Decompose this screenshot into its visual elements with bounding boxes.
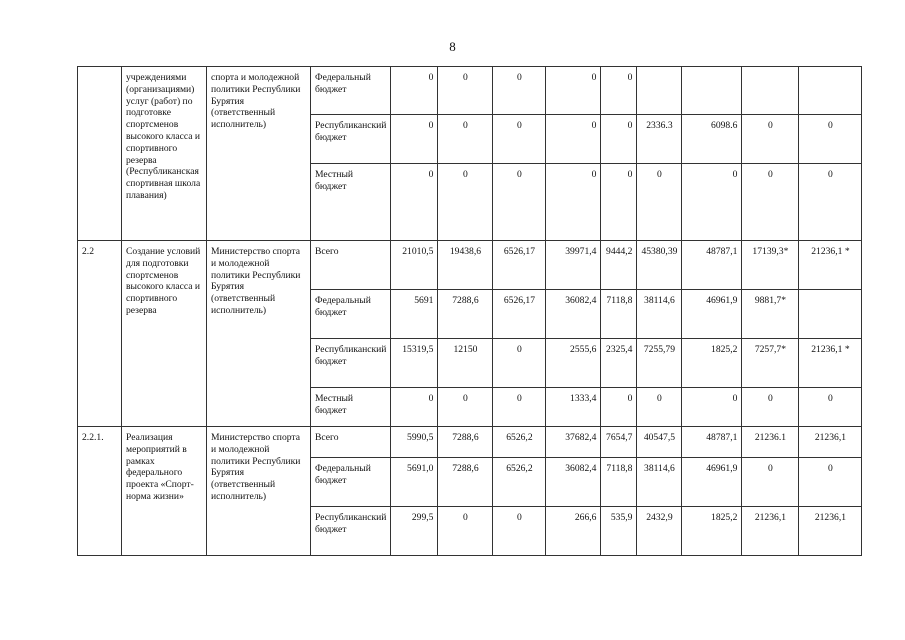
cell-value [637, 67, 682, 115]
cell-value: 15319,5 [391, 339, 438, 388]
cell-value: 0 [493, 115, 546, 164]
cell-value: 0 [637, 388, 682, 427]
cell-executor: спорта и молодежной политики Республики Бурятия (ответственный исполнитель) [207, 67, 311, 241]
cell-value: 7118,8 [601, 458, 637, 507]
cell-value: 0 [391, 67, 438, 115]
cell-value: 266,6 [546, 507, 601, 556]
cell-value: 0 [682, 388, 742, 427]
cell-value: 0 [799, 388, 862, 427]
cell-value: 48787,1 [682, 427, 742, 458]
cell-funding-source: Республиканский бюджет [311, 339, 391, 388]
cell-value: 5990,5 [391, 427, 438, 458]
cell-value: 17139,3* [742, 241, 799, 290]
cell-value: 5691,0 [391, 458, 438, 507]
cell-value [682, 67, 742, 115]
cell-value: 36082,4 [546, 290, 601, 339]
cell-name: учреждениями (организациями) услуг (работ) по подготовке спортсменов высокого класса и спортивного резерва (Республиканская спортивная школа плавания) [122, 67, 207, 241]
cell-value: 21236,1 [742, 507, 799, 556]
cell-value: 40547,5 [637, 427, 682, 458]
cell-value: 9444,2 [601, 241, 637, 290]
cell-executor: Министерство спорта и молодежной политики Республики Бурятия (ответственный исполнитель) [207, 427, 311, 556]
cell-name: Реализация мероприятий в рамках федерального проекта «Спорт-норма жизни» [122, 427, 207, 556]
cell-value: 0 [546, 164, 601, 241]
cell-funding-source: Всего [311, 241, 391, 290]
cell-value: 1333,4 [546, 388, 601, 427]
cell-value: 6526,2 [493, 427, 546, 458]
cell-value: 299,5 [391, 507, 438, 556]
cell-value: 0 [391, 115, 438, 164]
cell-value: 7257,7* [742, 339, 799, 388]
cell-funding-source: Республиканский бюджет [311, 115, 391, 164]
cell-value: 46961,9 [682, 290, 742, 339]
cell-value: 0 [799, 164, 862, 241]
cell-value: 2336.3 [637, 115, 682, 164]
cell-value: 0 [391, 388, 438, 427]
cell-value: 0 [546, 115, 601, 164]
cell-value: 0 [682, 164, 742, 241]
cell-value: 21236.1 [742, 427, 799, 458]
cell-value: 0 [601, 388, 637, 427]
cell-value: 37682,4 [546, 427, 601, 458]
cell-value: 38114,6 [637, 290, 682, 339]
cell-no [78, 67, 122, 241]
cell-value: 7255,79 [637, 339, 682, 388]
cell-value: 0 [742, 115, 799, 164]
cell-value: 7288,6 [438, 427, 493, 458]
cell-value: 0 [546, 67, 601, 115]
cell-value: 12150 [438, 339, 493, 388]
cell-value: 21010,5 [391, 241, 438, 290]
cell-value: 19438,6 [438, 241, 493, 290]
cell-value: 39971,4 [546, 241, 601, 290]
cell-funding-source: Федеральный бюджет [311, 458, 391, 507]
cell-value: 45380,39 [637, 241, 682, 290]
cell-value: 9881,7* [742, 290, 799, 339]
cell-value: 0 [493, 339, 546, 388]
cell-value [799, 290, 862, 339]
cell-value: 0 [438, 115, 493, 164]
cell-value: 0 [742, 388, 799, 427]
cell-value [742, 67, 799, 115]
cell-value: 7118,8 [601, 290, 637, 339]
cell-value: 0 [493, 164, 546, 241]
cell-value: 0 [493, 507, 546, 556]
cell-value: 0 [742, 164, 799, 241]
cell-value: 21236,1 * [799, 241, 862, 290]
cell-value: 36082,4 [546, 458, 601, 507]
cell-value: 0 [438, 388, 493, 427]
cell-value: 0 [438, 67, 493, 115]
cell-value: 48787,1 [682, 241, 742, 290]
cell-value: 0 [438, 507, 493, 556]
cell-value: 7288,6 [438, 458, 493, 507]
cell-value: 0 [601, 164, 637, 241]
cell-value: 38114,6 [637, 458, 682, 507]
cell-value: 1825,2 [682, 507, 742, 556]
cell-value: 6526,17 [493, 241, 546, 290]
cell-value: 0 [799, 115, 862, 164]
cell-value: 46961,9 [682, 458, 742, 507]
cell-executor: Министерство спорта и молодежной политики Республики Бурятия (ответственный исполнитель) [207, 241, 311, 427]
cell-value: 0 [493, 388, 546, 427]
cell-no: 2.2.1. [78, 427, 122, 556]
cell-value: 7288,6 [438, 290, 493, 339]
cell-funding-source: Федеральный бюджет [311, 290, 391, 339]
cell-value: 0 [391, 164, 438, 241]
cell-name: Создание условий для подготовки спортсменов высокого класса и спортивного резерва [122, 241, 207, 427]
cell-value [799, 67, 862, 115]
cell-funding-source: Местный бюджет [311, 164, 391, 241]
cell-value: 21236,1 * [799, 339, 862, 388]
table-row [78, 241, 862, 290]
cell-value: 2432,9 [637, 507, 682, 556]
cell-value: 0 [601, 67, 637, 115]
table-row [78, 67, 862, 115]
cell-value: 2325,4 [601, 339, 637, 388]
cell-value: 535,9 [601, 507, 637, 556]
cell-funding-source: Всего [311, 427, 391, 458]
cell-value: 6098.6 [682, 115, 742, 164]
budget-table [77, 66, 862, 556]
cell-value: 0 [637, 164, 682, 241]
cell-value: 0 [742, 458, 799, 507]
cell-value: 0 [799, 458, 862, 507]
cell-funding-source: Республиканский бюджет [311, 507, 391, 556]
cell-value: 5691 [391, 290, 438, 339]
cell-value: 0 [438, 164, 493, 241]
cell-value: 21236,1 [799, 427, 862, 458]
cell-no: 2.2 [78, 241, 122, 427]
cell-funding-source: Федеральный бюджет [311, 67, 391, 115]
cell-value: 6526,17 [493, 290, 546, 339]
cell-value: 0 [493, 67, 546, 115]
table-row [78, 427, 862, 458]
cell-value: 2555,6 [546, 339, 601, 388]
cell-funding-source: Местный бюджет [311, 388, 391, 427]
cell-value: 6526,2 [493, 458, 546, 507]
cell-value: 21236,1 [799, 507, 862, 556]
page-number: 8 [449, 39, 456, 54]
cell-value: 0 [601, 115, 637, 164]
cell-value: 7654,7 [601, 427, 637, 458]
cell-value: 1825,2 [682, 339, 742, 388]
